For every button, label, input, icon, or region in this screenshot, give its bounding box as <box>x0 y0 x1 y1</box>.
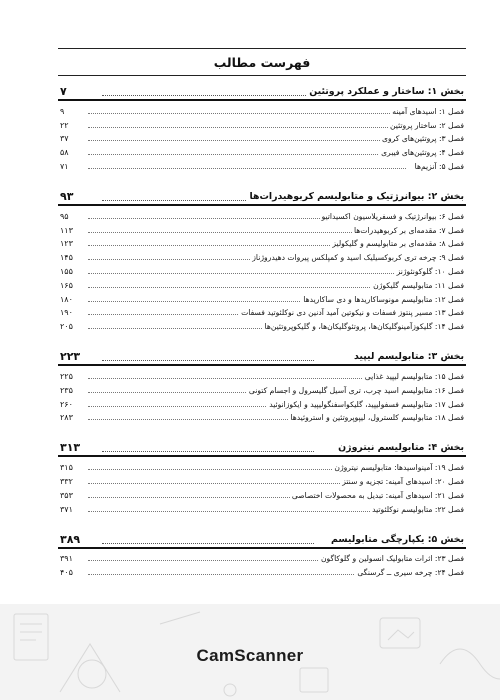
dot-leader <box>88 287 406 288</box>
dot-leader <box>88 168 406 169</box>
section-heading-row <box>58 187 466 206</box>
chapter-page-number: ۳۷۱ <box>60 504 73 514</box>
section-page-number: ۳۸۹ <box>60 533 83 546</box>
chapter-title: فصل ۱۶: متابولیسم اسید چرب، تری آسیل گلیسرول و اجسام کتونی <box>248 385 464 395</box>
chapter-title: فصل ۲: ساختار پروتئین <box>390 120 464 130</box>
chapter-page-number: ۲۲ <box>60 120 69 130</box>
chapter-title: فصل ۲۱: اسیدهای آمینه: تبدیل به محصولات اختصاصی <box>291 490 464 500</box>
chapter-row <box>58 103 466 117</box>
chapter-page-number: ۳۷ <box>60 134 69 144</box>
chapter-title: فصل ۸: مقدمه‌ای بر متابولیسم و گلیکولیز <box>332 239 464 249</box>
chapter-page-number: ۷۱ <box>60 161 69 171</box>
chapter-row <box>58 117 466 131</box>
dot-leader <box>102 360 314 361</box>
chapter-page-number: ۱۱۳ <box>60 225 73 235</box>
chapter-row <box>58 487 466 501</box>
chapter-page-number: ۳۳۲ <box>60 476 73 486</box>
chapter-page-number: ۲۲۵ <box>60 371 73 381</box>
chapter-title: فصل ۴: پروتئین‌های فیبری <box>381 148 464 158</box>
chapter-row <box>58 144 466 158</box>
dot-leader <box>102 451 314 452</box>
scanner-footer <box>0 604 500 700</box>
chapter-row <box>58 473 466 487</box>
section-title: بخش ۴: متابولیسم نیتروژن <box>335 442 464 453</box>
toc-section <box>58 82 466 172</box>
section-title: بخش ۲: بیوانرژتیک و متابولیسم کربوهیدرات‌ها <box>246 191 464 202</box>
chapter-title: فصل ۱: اسیدهای آمینه <box>392 106 464 116</box>
chapter-page-number: ۳۵۳ <box>60 490 73 500</box>
chapter-row <box>58 222 466 236</box>
chapter-page-number: ۱۸۰ <box>60 294 73 304</box>
chapter-title: فصل ۹: چرخه تری کربوکسیلیک اسید و کمپلکس پیروات دهیدروژناز <box>252 253 464 263</box>
toc-title: فهرست مطالب <box>213 54 311 70</box>
section-heading-row <box>58 347 466 366</box>
chapter-page-number: ۱۵۵ <box>60 266 73 276</box>
chapter-row <box>58 131 466 145</box>
dot-leader <box>88 140 406 141</box>
toc-title-bar <box>58 48 466 76</box>
section-page-number: ۹۳ <box>60 190 76 203</box>
chapter-row <box>58 277 466 291</box>
chapter-row <box>58 249 466 263</box>
chapter-row <box>58 396 466 410</box>
chapter-row <box>58 564 466 578</box>
toc-body <box>58 78 466 578</box>
toc-section <box>58 530 466 579</box>
dot-leader <box>88 113 406 114</box>
chapter-row <box>58 459 466 473</box>
chapter-page-number: ۲۸۳ <box>60 413 73 423</box>
section-heading-row <box>58 530 466 549</box>
chapter-title: فصل ۱۷: متابولیسم فسفولیپید، گلیکواسفنگولیپید و ایکوزانوئید <box>269 399 464 409</box>
chapter-row <box>58 208 466 222</box>
chapter-title: فصل ۱۱: متابولیسم گلیکوژن <box>373 280 464 290</box>
chapter-title: فصل ۱۳: مسیر پنتوز فسفات و نیکوتین آمید آدنین دی نوکلئوتید فسفات <box>241 308 464 318</box>
section-title: بخش ۳: متابولیسم لیپید <box>351 351 464 362</box>
chapter-title: فصل ۱۴: گلیکوزآمینوگلیکان‌ها، پروتئوگلیکان‌ها، و گلیکوپروتئین‌ها <box>264 322 464 332</box>
dot-leader <box>102 95 314 96</box>
chapter-page-number: ۱۲۳ <box>60 239 73 249</box>
dot-leader <box>102 543 314 544</box>
chapter-title: فصل ۵: آنزیم‌ها <box>414 161 464 171</box>
chapter-row <box>58 382 466 396</box>
chapter-title: فصل ۱۵: متابولیسم لیپید غذایی <box>364 371 464 381</box>
chapter-row <box>58 158 466 172</box>
dot-leader <box>88 378 406 379</box>
dot-leader <box>88 154 406 155</box>
chapter-page-number: ۲۰۵ <box>60 322 73 332</box>
section-heading-row <box>58 82 466 101</box>
chapter-title: فصل ۲۴: چرخه سیری ــ گرسنگی <box>357 568 464 578</box>
section-page-number: ۳۱۳ <box>60 441 83 454</box>
toc-section <box>58 438 466 514</box>
section-heading-row <box>58 438 466 457</box>
chapter-title: فصل ۲۲: متابولیسم نوکلئوتید <box>372 504 464 514</box>
chapter-page-number: ۱۶۵ <box>60 280 73 290</box>
chapter-page-number: ۲۳۵ <box>60 385 73 395</box>
chapter-page-number: ۹۵ <box>60 211 69 221</box>
chapter-title: فصل ۳: پروتئین‌های کروی <box>382 134 464 144</box>
chapter-row <box>58 318 466 332</box>
chapter-title: فصل ۷: مقدمه‌ای بر کربوهیدرات‌ها <box>353 225 464 235</box>
chapter-title: فصل ۱۰: گلوکونئوژنز <box>396 266 464 276</box>
chapter-title: فصل ۶: بیوانرژتیک و فسفریلاسیون اکسیداتیو <box>321 211 464 221</box>
dot-leader <box>88 273 406 274</box>
chapter-page-number: ۹ <box>60 106 65 116</box>
chapter-row <box>58 410 466 424</box>
dot-leader <box>88 511 406 512</box>
chapter-row <box>58 291 466 305</box>
section-page-number: ۷ <box>60 85 70 98</box>
section-page-number: ۲۲۳ <box>60 350 83 363</box>
section-title: بخش ۵: یکپارچگی متابولیسم <box>328 534 464 545</box>
chapter-page-number: ۲۶۰ <box>60 399 73 409</box>
chapter-title: فصل ۱۲: متابولیسم مونوساکاریدها و دی ساکاریدها <box>303 294 464 304</box>
chapter-page-number: ۴۰۵ <box>60 568 73 578</box>
chapter-title: فصل ۱۸: متابولیسم کلسترول، لیپوپروتئین و استروئیدها <box>290 413 464 423</box>
chapter-page-number: ۵۸ <box>60 148 69 158</box>
chapter-row <box>58 368 466 382</box>
chapter-title: فصل ۲۰: اسیدهای آمینه: تجزیه و سنتز <box>342 476 464 486</box>
toc-section <box>58 187 466 332</box>
dot-leader <box>88 127 406 128</box>
section-title: بخش ۱: ساختار و عملکرد پروتئین <box>306 86 464 97</box>
chapter-title: فصل ۱۹: آمینواسیدها: متابولیسم نیتروژن <box>334 463 464 473</box>
scanner-brand: CamScanner <box>196 646 304 665</box>
chapter-page-number: ۱۴۵ <box>60 253 73 263</box>
chapter-row <box>58 236 466 250</box>
chapter-page-number: ۳۹۱ <box>60 554 73 564</box>
toc-section <box>58 347 466 423</box>
chapter-title: فصل ۲۳: اثرات متابولیک انسولین و گلوکاگون <box>320 554 464 564</box>
chapter-row <box>58 263 466 277</box>
chapter-row <box>58 551 466 565</box>
chapter-row <box>58 501 466 515</box>
chapter-page-number: ۱۹۰ <box>60 308 73 318</box>
chapter-row <box>58 305 466 319</box>
chapter-page-number: ۳۱۵ <box>60 463 73 473</box>
